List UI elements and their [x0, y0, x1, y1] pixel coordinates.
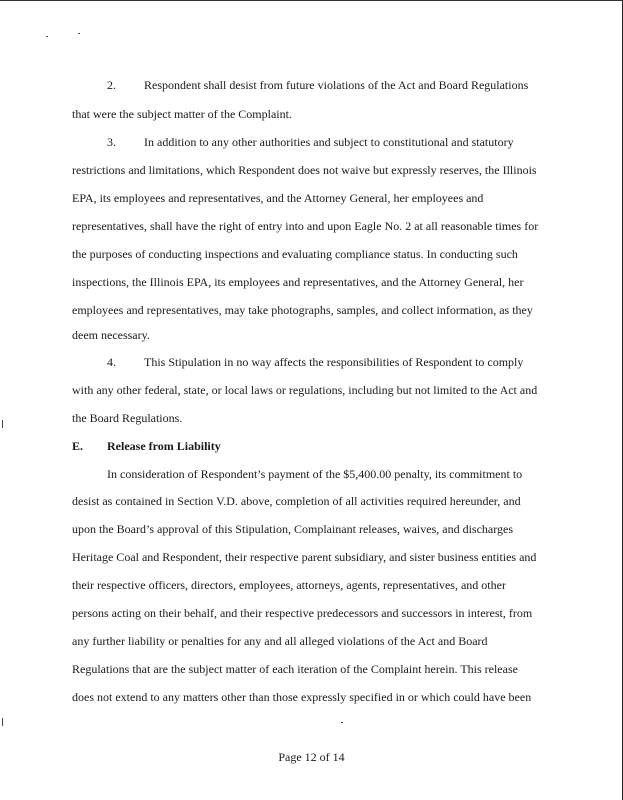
paragraph-4-line: with any other federal, state, or local laws or regulations, including but not limited to the Act and [72, 383, 538, 397]
section-e-line: Regulations that are the subject matter of each iteration of the Complaint herein. This release [72, 662, 518, 676]
page-top-border [0, 0, 623, 1]
paragraph-3-line: EPA, its employees and representatives, and the Attorney General, her employees and [72, 191, 484, 205]
paragraph-3-line: deem necessary. [72, 328, 150, 342]
scan-artifact [341, 722, 343, 723]
paragraph-3-line: restrictions and limitations, which Respondent does not waive but expressly reserves, the Illinois [72, 163, 537, 177]
scan-artifact [78, 33, 80, 34]
paragraph-3-line: the purposes of conducting inspections and evaluating compliance status. In conducting such [72, 247, 518, 261]
paragraph-4-number: 4. [107, 355, 116, 369]
scan-artifact [46, 36, 48, 37]
section-e-label: E. [72, 439, 84, 453]
page-number: Page 12 of 14 [278, 750, 345, 764]
paragraph-3-number: 3. [107, 135, 116, 149]
section-e-line: In consideration of Respondent’s payment of the $5,400.00 penalty, its commitment to [107, 467, 523, 481]
scan-artifact [2, 718, 3, 726]
section-e-line: persons acting on their behalf, and their respective predecessors and successors in interest, from [72, 606, 533, 620]
section-e-line: any further liability or penalties for any and all alleged violations of the Act and Board [72, 634, 488, 648]
paragraph-3-line: employees and representatives, may take photographs, samples, and collect information, as they [72, 303, 533, 317]
section-e-line: does not extend to any matters other than those expressly specified in or which could have been [72, 690, 532, 704]
section-e-line: upon the Board’s approval of this Stipulation, Complainant releases, waives, and discharges [72, 522, 514, 536]
paragraph-2-number: 2. [107, 78, 116, 92]
paragraph-2-line: that were the subject matter of the Complaint. [72, 107, 292, 121]
section-e-line: desist as contained in Section V.D. above, completion of all activities required hereunder, and [72, 494, 521, 508]
paragraph-3-line: representatives, shall have the right of entry into and upon Eagle No. 2 at all reasonable times for [72, 219, 539, 233]
paragraph-3-line: In addition to any other authorities and subject to constitutional and statutory [144, 135, 514, 149]
section-e-line: their respective officers, directors, employees, attorneys, agents, representatives, and other [72, 578, 506, 592]
paragraph-3-line: inspections, the Illinois EPA, its employees and representatives, and the Attorney General, her [72, 275, 524, 289]
scan-artifact [2, 420, 3, 428]
paragraph-2-line: Respondent shall desist from future violations of the Act and Board Regulations [144, 78, 529, 92]
section-e-line: Heritage Coal and Respondent, their respective parent subsidiary, and sister business entities and [72, 550, 537, 564]
paragraph-4-line: the Board Regulations. [72, 411, 183, 425]
section-e-title: Release from Liability [107, 439, 221, 453]
paragraph-4-line: This Stipulation in no way affects the responsibilities of Respondent to comply [144, 355, 524, 369]
